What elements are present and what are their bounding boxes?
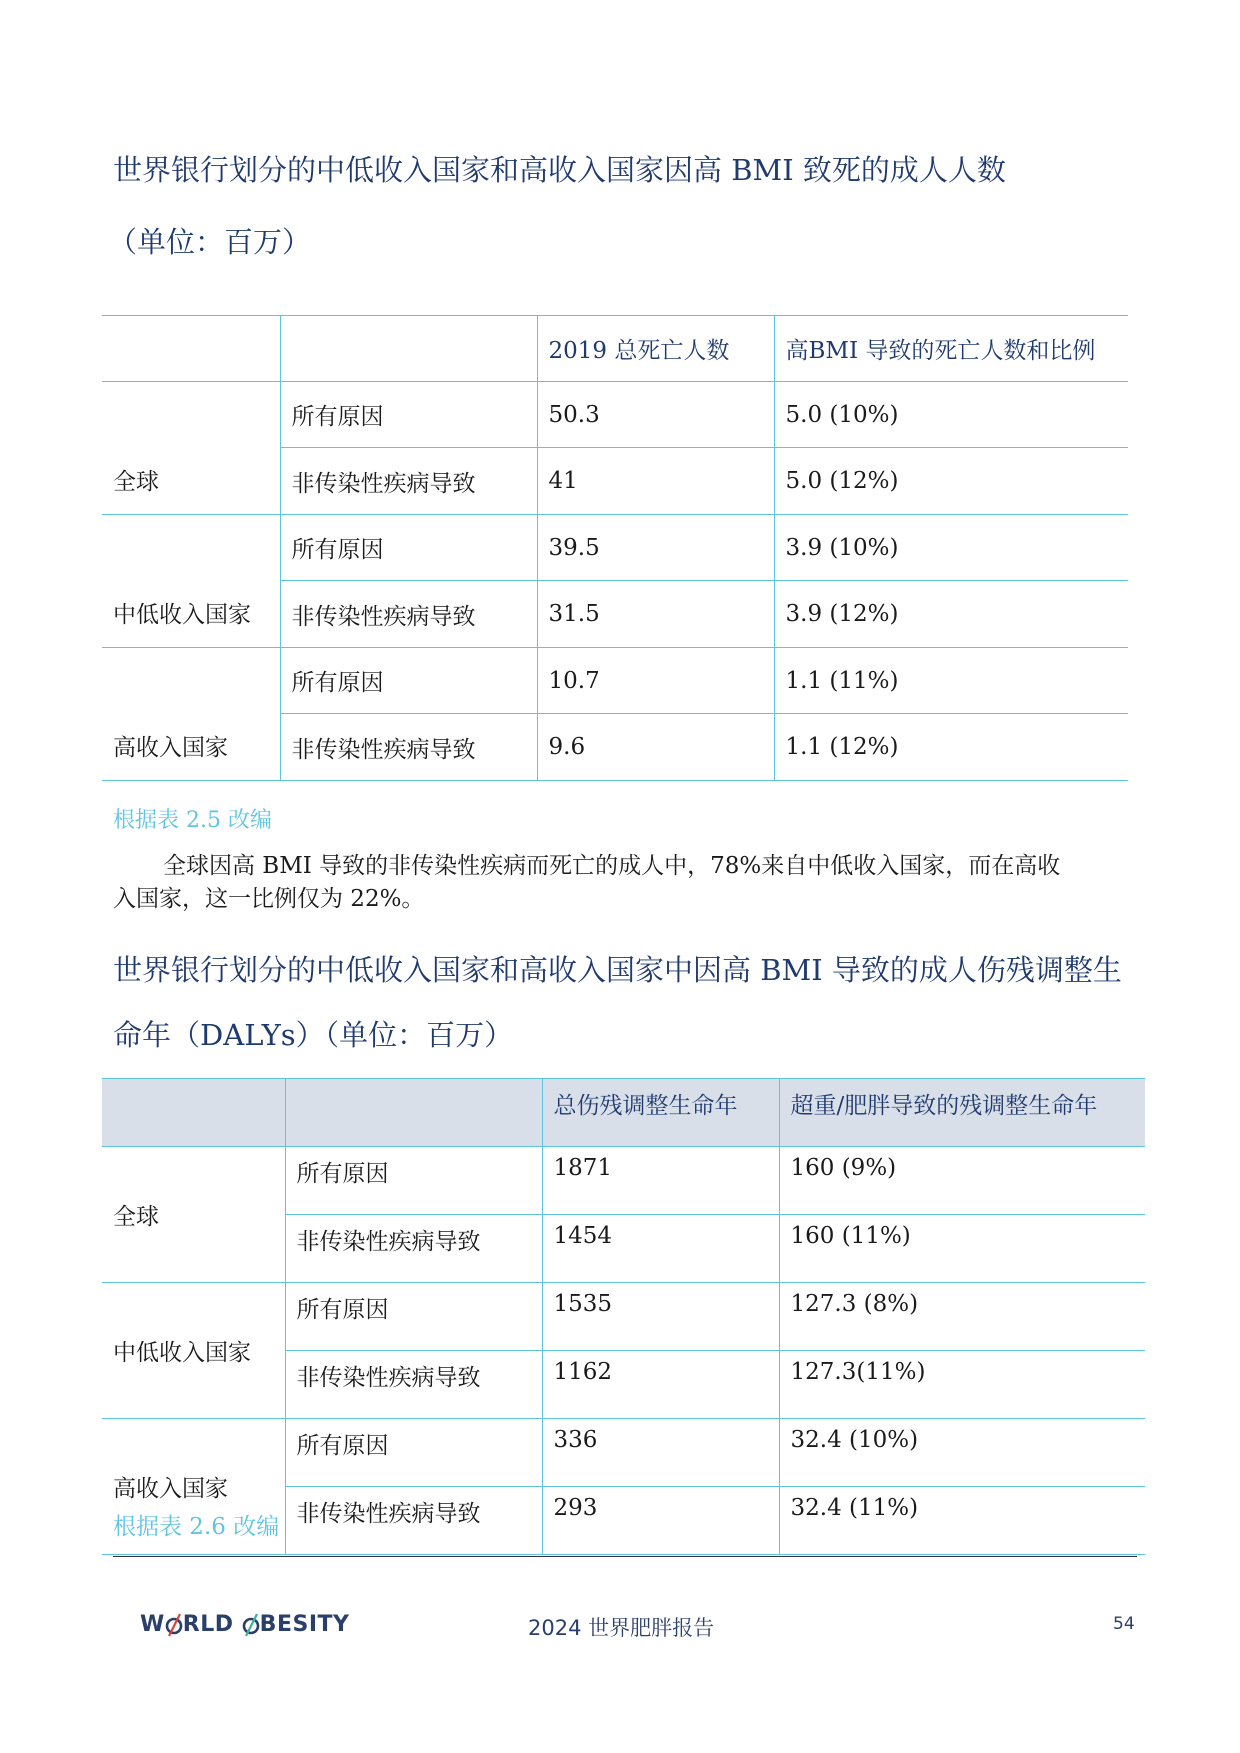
table2-source: 根据表 2.6 改编: [113, 1514, 280, 1540]
table1-header-bmi: 高BMI 导致的死亡人数和比例: [774, 316, 1128, 382]
table2-header-cell: [102, 1079, 285, 1147]
cause-cell: 非传染性疾病导致: [280, 714, 537, 781]
table-row: [102, 1283, 1145, 1351]
paragraph-line: 入国家，这一比例仅为 22%。: [113, 886, 425, 912]
table1-header-row: [102, 316, 1128, 382]
cause-cell: 非传染性疾病导致: [285, 1351, 542, 1419]
cause-cell: 所有原因: [285, 1419, 542, 1487]
bmi-cell: 1.1 (11%): [774, 648, 1128, 714]
world-obesity-logo: [140, 1612, 349, 1637]
total-cell: 41: [537, 448, 774, 515]
logo-text-part: W: [140, 1612, 165, 1637]
bmi-cell: 127.3(11%): [779, 1351, 1145, 1419]
table2: [102, 1078, 1145, 1555]
table2-header-cell: [285, 1079, 542, 1147]
page-number: 54: [1113, 1614, 1135, 1634]
total-cell: 31.5: [537, 581, 774, 648]
cause-cell: 所有原因: [280, 515, 537, 581]
group-name: 全球: [102, 382, 280, 515]
total-cell: 9.6: [537, 714, 774, 781]
total-cell: 1871: [542, 1147, 779, 1215]
bmi-cell: 127.3 (8%): [779, 1283, 1145, 1351]
table-row: [102, 515, 1128, 581]
bmi-cell: 32.4 (10%): [779, 1419, 1145, 1487]
group-name: 中低收入国家: [102, 515, 280, 648]
total-cell: 1535: [542, 1283, 779, 1351]
cause-cell: 所有原因: [285, 1147, 542, 1215]
cause-cell: 非传染性疾病导致: [280, 581, 537, 648]
table1-source: 根据表 2.5 改编: [113, 808, 272, 833]
cause-cell: 非传染性疾病导致: [285, 1487, 542, 1555]
bmi-cell: 5.0 (10%): [774, 382, 1128, 448]
logo-o-slash-icon: [242, 1613, 260, 1637]
table2-title: 世界银行划分的中低收入国家和高收入国家中因高 BMI 导致的成人伤残调整生: [113, 953, 1122, 987]
cause-cell: 所有原因: [280, 648, 537, 714]
bmi-cell: 3.9 (12%): [774, 581, 1128, 648]
table-row: [102, 382, 1128, 448]
cause-cell: 非传染性疾病导致: [280, 448, 537, 515]
bmi-cell: 5.0 (12%): [774, 448, 1128, 515]
table2-header-total: 总伤残调整生命年: [542, 1079, 779, 1147]
total-cell: 1454: [542, 1215, 779, 1283]
total-cell: 39.5: [537, 515, 774, 581]
table-row: [102, 1147, 1145, 1215]
table1-title: 世界银行划分的中低收入国家和高收入国家因高 BMI 致死的成人人数: [113, 153, 1006, 187]
table2-title-cont: 命年（DALYs）（单位：百万）: [113, 1018, 514, 1052]
group-name: 全球: [102, 1147, 285, 1283]
paragraph-line: 全球因高 BMI 导致的非传染性疾病而死亡的成人中，78%来自中低收入国家，而在高收: [163, 853, 1061, 879]
group-name: 高收入国家: [102, 1419, 285, 1555]
bmi-cell: 160 (9%): [779, 1147, 1145, 1215]
footer-divider: [113, 1556, 1137, 1557]
logo-text-part: BESITY: [259, 1612, 350, 1637]
table1-header-total: 2019 总死亡人数: [537, 316, 774, 382]
cause-cell: 所有原因: [280, 382, 537, 448]
group-name: 高收入国家: [102, 648, 280, 781]
bmi-cell: 1.1 (12%): [774, 714, 1128, 781]
table-row: [102, 648, 1128, 714]
logo-text-part: RLD: [182, 1612, 242, 1637]
body-paragraph: [113, 850, 1123, 916]
table1: [102, 315, 1128, 781]
table1-subtitle: （单位：百万）: [108, 225, 312, 259]
table2-header-bmi: 超重/肥胖导致的残调整生命年: [779, 1079, 1145, 1147]
bmi-cell: 3.9 (10%): [774, 515, 1128, 581]
bmi-cell: 32.4 (11%): [779, 1487, 1145, 1555]
cause-cell: 所有原因: [285, 1283, 542, 1351]
total-cell: 50.3: [537, 382, 774, 448]
table1-header-cell: [280, 316, 537, 382]
cause-cell: 非传染性疾病导致: [285, 1215, 542, 1283]
group-name: 中低收入国家: [102, 1283, 285, 1419]
total-cell: 293: [542, 1487, 779, 1555]
total-cell: 336: [542, 1419, 779, 1487]
table2-header-row: [102, 1079, 1145, 1147]
report-title: 2024 世界肥胖报告: [528, 1616, 715, 1640]
logo-o-slash-icon: [165, 1613, 183, 1637]
table-row: [102, 1419, 1145, 1487]
total-cell: 10.7: [537, 648, 774, 714]
table1-header-cell: [102, 316, 280, 382]
bmi-cell: 160 (11%): [779, 1215, 1145, 1283]
total-cell: 1162: [542, 1351, 779, 1419]
